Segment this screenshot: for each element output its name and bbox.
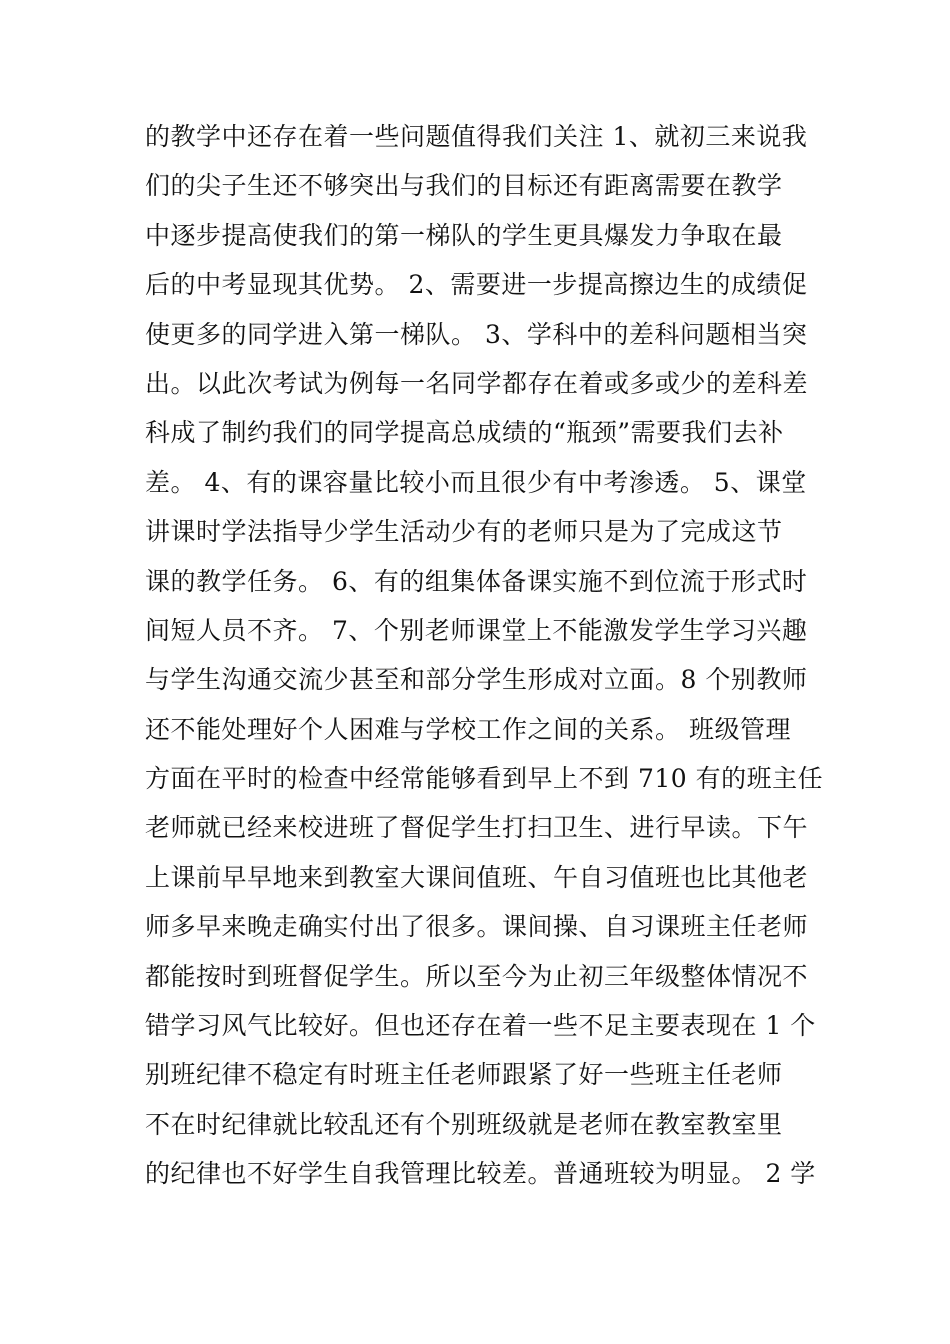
text-line: 后的中考显现其优势。 2、需要进一步提高擦边生的成绩促	[145, 270, 808, 300]
text-line: 差。 4、有的课容量比较小而且很少有中考渗透。 5、课堂	[145, 467, 807, 497]
text-line: 的纪律也不好学生自我管理比较差。普通班较为明显。 2 学	[145, 1159, 816, 1189]
text-line: 的教学中还存在着一些问题值得我们关注 1、就初三来说我	[145, 122, 808, 151]
text-line: 们的尖子生还不够突出与我们的目标还有距离需要在教学	[145, 171, 783, 201]
text-line: 科成了制约我们的同学提高总成绩的“瓶颈”需要我们去补	[145, 418, 784, 448]
text-line: 间短人员不齐。 7、个别老师课堂上不能激发学生学习兴趣	[145, 615, 808, 645]
text-line: 还不能处理好个人困难与学校工作之间的关系。 班级管理	[145, 714, 791, 744]
text-line: 讲课时学法指导少学生活动少有的老师只是为了完成这节	[145, 517, 783, 547]
text-line: 错学习风气比较好。但也还存在着一些不足主要表现在 1 个	[145, 1011, 816, 1041]
text-line: 师多早来晚走确实付出了很多。课间操、自习课班主任老师	[145, 912, 809, 942]
text-line: 不在时纪律就比较乱还有个别班级就是老师在教室教室里	[145, 1109, 783, 1139]
text-line: 与学生沟通交流少甚至和部分学生形成对立面。8 个别教师	[145, 665, 808, 695]
text-line: 别班纪律不稳定有时班主任老师跟紧了好一些班主任老师	[145, 1060, 783, 1090]
text-line: 上课前早早地来到教室大课间值班、午自习值班也比其他老	[145, 862, 809, 892]
text-line: 都能按时到班督促学生。所以至今为止初三年级整体情况不	[145, 961, 809, 991]
text-line: 中逐步提高使我们的第一梯队的学生更具爆发力争取在最	[145, 220, 783, 250]
text-line: 课的教学任务。 6、有的组集体备课实施不到位流于形式时	[145, 566, 808, 596]
text-line: 出。以此次考试为例每一名同学都存在着或多或少的差科差	[145, 368, 809, 398]
body-text	[145, 112, 824, 1199]
text-line: 使更多的同学进入第一梯队。 3、学科中的差科问题相当突	[145, 319, 808, 349]
text-line: 方面在平时的检查中经常能够看到早上不到 710 有的班主任	[145, 764, 824, 794]
text-line: 老师就已经来校进班了督促学生打扫卫生、进行早读。下午	[145, 813, 809, 843]
